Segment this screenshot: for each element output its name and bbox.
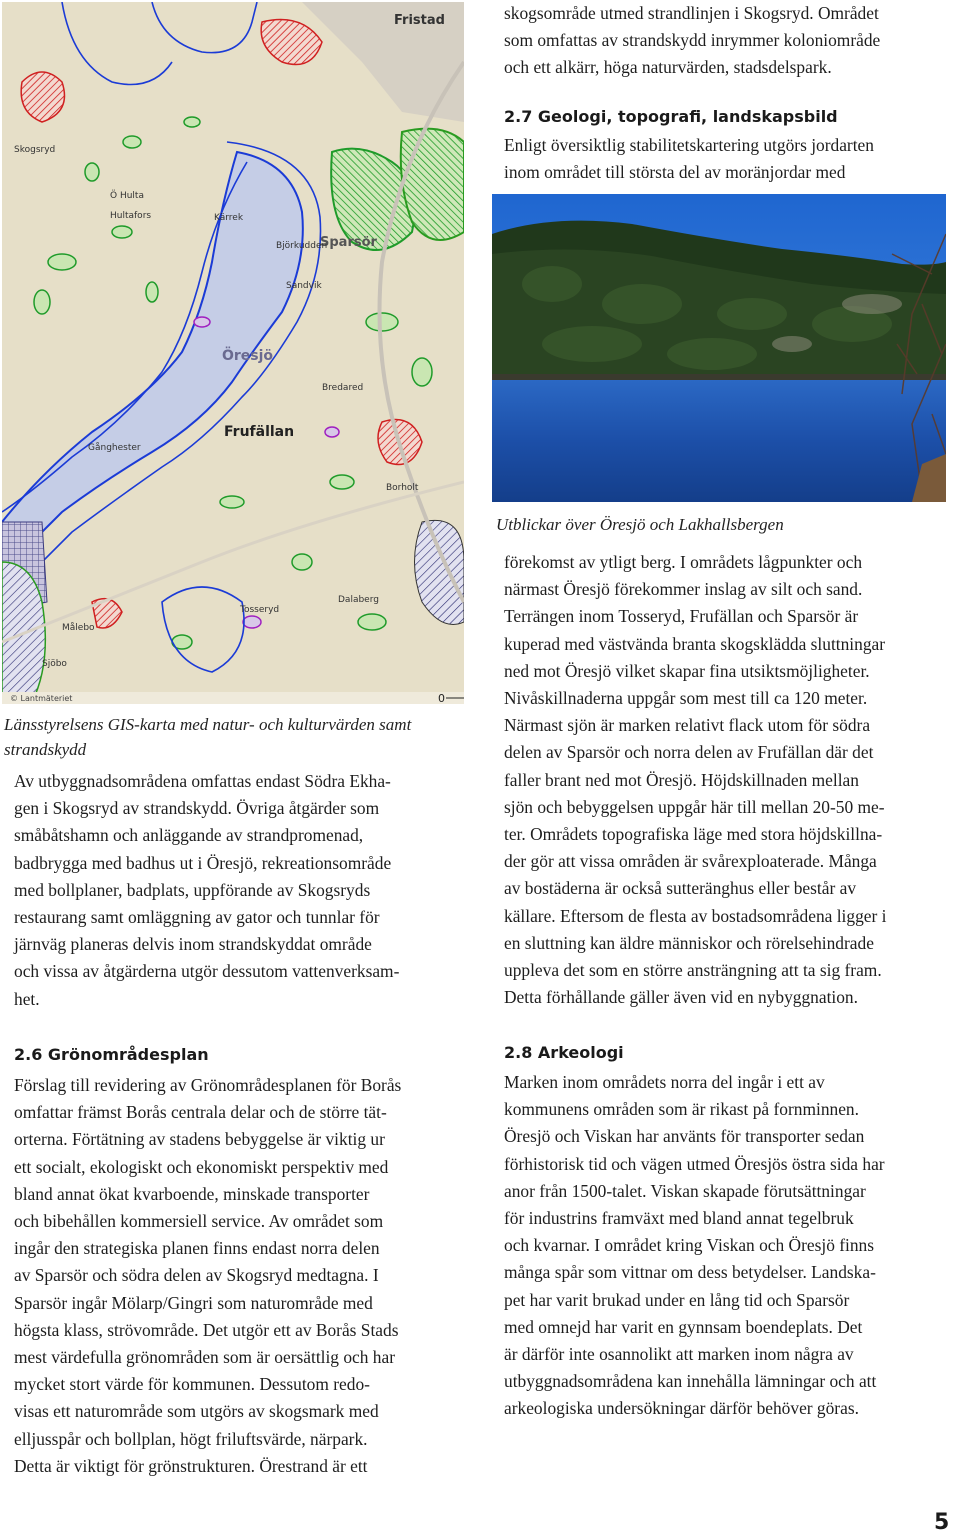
text-line: med bollplaner, badplats, uppförande av Skogsryds: [14, 879, 371, 900]
map-label-o-hulta: Ö Hulta: [110, 191, 144, 201]
text-line: kuperad med västvända branta skogsklädda sluttningar: [504, 633, 886, 654]
section-28-body: [504, 1069, 956, 1423]
intro-paragraph: [14, 768, 474, 1013]
text-line: Förslag till revidering av Grönområdesplanen för Borås: [14, 1075, 402, 1095]
text-line: Detta förhållande gäller även vid en nybyggnation.: [504, 987, 858, 1008]
text-line: förekomst av ytligt berg. I områdets lågpunkter och: [504, 552, 863, 572]
text-line: utbyggnadsområdena kan innehålla lämningar och att: [504, 1371, 877, 1392]
text-line: skogsområde utmed strandlinjen i Skogsryd. Området: [504, 3, 879, 23]
section-27-heading: [504, 107, 838, 126]
text-line: sjön och bebyggelsen uppgår här till mellan 20-50 me-: [504, 796, 885, 817]
gis-map-drawing: [2, 2, 464, 704]
text-line: och bibehållen kommersiell service. Av området som: [14, 1211, 384, 1232]
map-label-karrek: Kärrek: [214, 213, 244, 223]
map-label-bjorkudden: Björkudden: [276, 241, 328, 251]
page-number: 5: [934, 1510, 950, 1535]
text-line: Närmast sjön är marken relativt flack utom för södra: [504, 715, 871, 736]
text-line: mycket stort värde för kommunen. Dessutom redo-: [14, 1374, 370, 1395]
text-line: mest värdefulla grönområden som är oersättlig och har: [14, 1347, 396, 1368]
text-line: restaurang samt omläggning av gator och tunnlar för: [14, 907, 380, 928]
text-line: många spår som vittnar om dess betydelser. Landska-: [504, 1262, 876, 1283]
text-line: Detta är viktigt för grönstrukturen. Örestrand är ett: [14, 1455, 368, 1476]
text-line: uppleva det som en större ansträngning att ta sig fram.: [504, 960, 882, 981]
section-27-intro: [504, 132, 954, 186]
map-label-sparsor: Sparsör: [320, 235, 377, 250]
section-28-number: 2.8: [504, 1043, 533, 1062]
map-label-fristad: Fristad: [394, 13, 445, 28]
lake-photo: [492, 194, 946, 502]
text-line: het.: [14, 988, 40, 1009]
text-line: Öresjö och Viskan har använts för transporter sedan: [504, 1126, 865, 1147]
continued-paragraph: [504, 0, 954, 82]
text-line: är därför inte osannolikt att marken inom några av: [504, 1344, 854, 1365]
text-line: orterna. Förtätning av stadens bebyggelse är viktig ur: [14, 1129, 385, 1150]
section-28-title: Arkeologi: [537, 1043, 624, 1062]
text-line: Av utbyggnadsområdena omfattas endast Södra Ekha-: [14, 771, 391, 791]
section-27-body: [504, 549, 956, 1011]
text-line: Sparsör ingår Mölarp/Gingri som naturområde med: [14, 1292, 373, 1313]
section-26-number: 2.6: [14, 1045, 43, 1064]
text-line: bland annat ökat kvarboende, minskade transporter: [14, 1183, 370, 1204]
section-26-heading: [14, 1045, 209, 1064]
text-line: järnväg planeras delvis inom strandskyddat område: [14, 934, 372, 955]
map-label-bredared: Bredared: [322, 383, 364, 393]
text-line: förhistorisk tid och vägen utmed Öresjös östra sida har: [504, 1153, 885, 1174]
map-label-skogsryd: Skogsryd: [14, 145, 56, 155]
text-line: av Sparsör och södra delen av Skogsryd medtagna. I: [14, 1265, 379, 1286]
section-28-heading: [504, 1043, 624, 1062]
map-label-sjobo: Sjöbo: [42, 659, 67, 669]
text-line: visas ett naturområde som utgörs av skogsmark med: [14, 1401, 379, 1422]
text-line: som omfattas av strandskydd inrymmer koloniområde: [504, 30, 881, 51]
gis-map: [2, 2, 464, 704]
map-label-oresjo: Öresjö: [222, 348, 274, 364]
text-line: omfattar främst Borås centrala delar och de större tät-: [14, 1102, 387, 1123]
text-line: der gör att vissa områden är svårexploaterade. Många: [504, 851, 877, 872]
text-line: gen i Skogsryd av strandskydd. Övriga åtgärder som: [14, 798, 380, 819]
text-line: kommunens områden som är rikast på fornminnen.: [504, 1099, 859, 1120]
text-line: ter. Områdets topografiska läge med stora höjdskillna-: [504, 824, 883, 845]
section-27-number: 2.7: [504, 107, 533, 126]
map-label-malebo: Målebo: [62, 623, 95, 633]
map-scale-zero: 0: [438, 692, 445, 704]
text-line: ingår den strategiska planen finns endast norra delen: [14, 1238, 380, 1259]
text-line: ned mot Öresjö vilket skapar fina utsiktsmöjligheter.: [504, 660, 870, 681]
map-label-ganghester: Gånghester: [88, 443, 141, 453]
text-line: arkeologiska undersökningar därför behöver göras.: [504, 1398, 859, 1419]
text-line: Nivåskillnaderna uppgår som mest till ca 120 meter.: [504, 688, 868, 709]
map-label-dalaberg: Dalaberg: [338, 595, 379, 605]
text-line: och vissa av åtgärderna utgör dessutom vattenverksam-: [14, 961, 400, 982]
text-line: delen av Sparsör och norra delen av Frufällan där det: [504, 742, 874, 763]
section-26-body: [14, 1072, 474, 1480]
section-26-title: Grönområdesplan: [47, 1045, 209, 1064]
map-label-sandvik: Sandvik: [286, 281, 322, 291]
text-line: ett socialt, ekologiskt och ekonomiskt perspektiv med: [14, 1156, 389, 1177]
text-line: med omnejd har varit en gynnsam boendeplats. Det: [504, 1316, 863, 1337]
photo-caption: Utblickar över Öresjö och Lakhallsbergen: [496, 515, 784, 534]
text-line: av bostäderna är också sutteränghus eller består av: [504, 878, 857, 899]
text-line: småbåtshamn och anläggande av strandpromenad,: [14, 825, 364, 846]
section-27-title: Geologi, topografi, landskapsbild: [537, 107, 838, 126]
text-line: för industrins framväxt med bland annat tegelbruk: [504, 1208, 854, 1229]
map-label-hultafors: Hultafors: [110, 211, 152, 221]
text-line: en sluttning kan äldre människor och rörelsehindrade: [504, 932, 874, 953]
map-label-borholt: Borholt: [386, 483, 419, 493]
text-line: och kvarnar. I området kring Viskan och Öresjö finns: [504, 1235, 875, 1256]
text-line: Marken inom områdets norra del ingår i ett av: [504, 1072, 825, 1092]
text-line: anor från 1500-talet. Viskan skapade förutsättningar: [504, 1180, 866, 1201]
text-line: elljusspår och bollplan, högt friluftsvärde, närpark.: [14, 1428, 368, 1449]
text-line: högsta klass, strövområde. Det utgör ett av Borås Stads: [14, 1319, 399, 1340]
map-label-frufallan: Frufällan: [224, 424, 295, 440]
text-line: pet har varit brukad under en lång tid och Sparsör: [504, 1289, 850, 1310]
map-label-tosseryd: Tosseryd: [240, 605, 280, 615]
lake-photo-drawing: [492, 194, 946, 502]
text-line: badbrygga med badhus ut i Öresjö, rekreationsområde: [14, 852, 392, 873]
text-line: källare. Eftersom de flesta av bostadsområdena ligger i: [504, 905, 887, 926]
map-credit: © Lantmäteriet: [10, 694, 73, 703]
text-line: faller brant ned mot Öresjö. Höjdskillnaden mellan: [504, 769, 859, 790]
text-line: inom området till största del av moränjordar med: [504, 162, 846, 183]
text-line: och ett alkärr, höga naturvärden, stadsdelspark.: [504, 57, 832, 78]
map-caption: Länsstyrelsens GIS-karta med natur- och kulturvärden samt strandskydd: [4, 715, 412, 759]
text-line: Terrängen inom Tosseryd, Frufällan och Sparsör är: [504, 606, 859, 627]
text-line: Enligt översiktlig stabilitetskartering utgörs jordarten: [504, 135, 874, 155]
text-line: närmast Öresjö förekommer inslag av silt och sand.: [504, 579, 863, 600]
